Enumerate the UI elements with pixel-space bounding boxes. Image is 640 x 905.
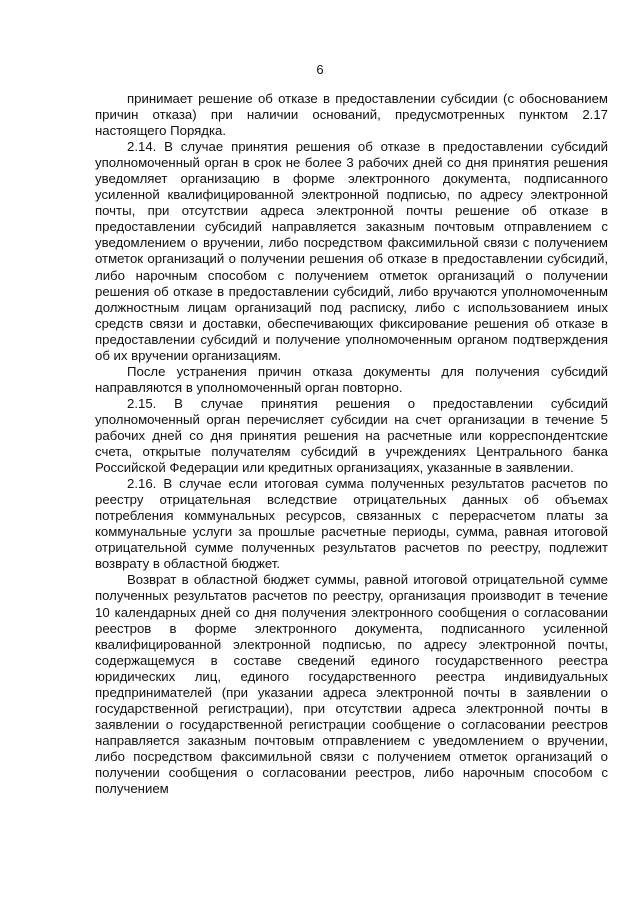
paragraph-after-refusal: После устранения причин отказа документы для получения субсидий направляются в уполномоченный орган повторно. (95, 363, 608, 395)
page-number: 6 (316, 62, 324, 77)
paragraph-2-14: 2.14. В случае принятия решения об отказе в предоставлении субсидий уполномоченный орган в срок не более 3 рабочих дней со дня принятия решения уведомляет организацию в форме электронного документа, подписанного усиленной квалифицированной электронной подписью, по адресу электронной почты, при отсутствии адреса электронной почты решение об отказе в предоставлении субсидий направляется заказным почтовым отправлением с уведомлением о вручении, либо посредством факсимильной связи с получением отметок организаций о получении решения об отказе в предоставлении субсидий, либо нарочным способом с получением отметок организаций о получении решения об отказе в предоставлении субсидий, либо вручаются уполномоченным должностным лицам организаций под расписку, либо с использованием иных средств связи и доставки, обеспечивающих фиксирование решения об отказе в предоставлении субсидий и получение уполномоченным органом подтверждения об их вручении организациям. (95, 139, 608, 363)
document-body (95, 91, 608, 797)
paragraph-2-15: 2.15. В случае принятия решения о предоставлении субсидий уполномоченный орган перечисляет субсидии на счет организации в течение 5 рабочих дней со дня принятия решения на расчетные или корреспондентские счета, открытые получателям субсидий в учреждениях Центрального банка Российской Федерации или кредитных организациях, указанные в заявлении. (95, 395, 608, 476)
paragraph-2-16: 2.16. В случае если итоговая сумма полученных результатов расчетов по реестру отрицательная вследствие отрицательных данных об объемах потребления коммунальных ресурсов, связанных с перерасчетом платы за коммунальные услуги за прошлые расчетные периоды, сумма, равная итоговой отрицательной сумме полученных результатов расчетов по реестру, подлежит возврату в областной бюджет. (95, 476, 608, 572)
paragraph-continuation: принимает решение об отказе в предоставлении субсидии (с обоснованием причин отказа) при наличии оснований, предусмотренных пунктом 2.17 настоящего Порядка. (95, 91, 608, 139)
paragraph-refund: Возврат в областной бюджет суммы, равной итоговой отрицательной сумме полученных результатов расчетов по реестру, организация производит в течение 10 календарных дней со дня получения электронного сообщения о согласовании реестров в форме электронного документа, подписанного усиленной квалифицированной электронной подписью, по адресу электронной почты, содержащемуся в составе сведений единого государственного реестра юридических лиц, единого государственного реестра индивидуальных предпринимателей (при указании адреса электронной почты в заявлении о государственной регистрации), при отсутствии адреса электронной почты в заявлении о государственной регистрации сообщение о согласовании реестров направляется заказным почтовым отправлением с уведомлением о вручении, либо посредством факсимильной связи с получением отметок организаций о получении сообщения о согласовании реестров, либо нарочным способом с получением (95, 572, 608, 797)
